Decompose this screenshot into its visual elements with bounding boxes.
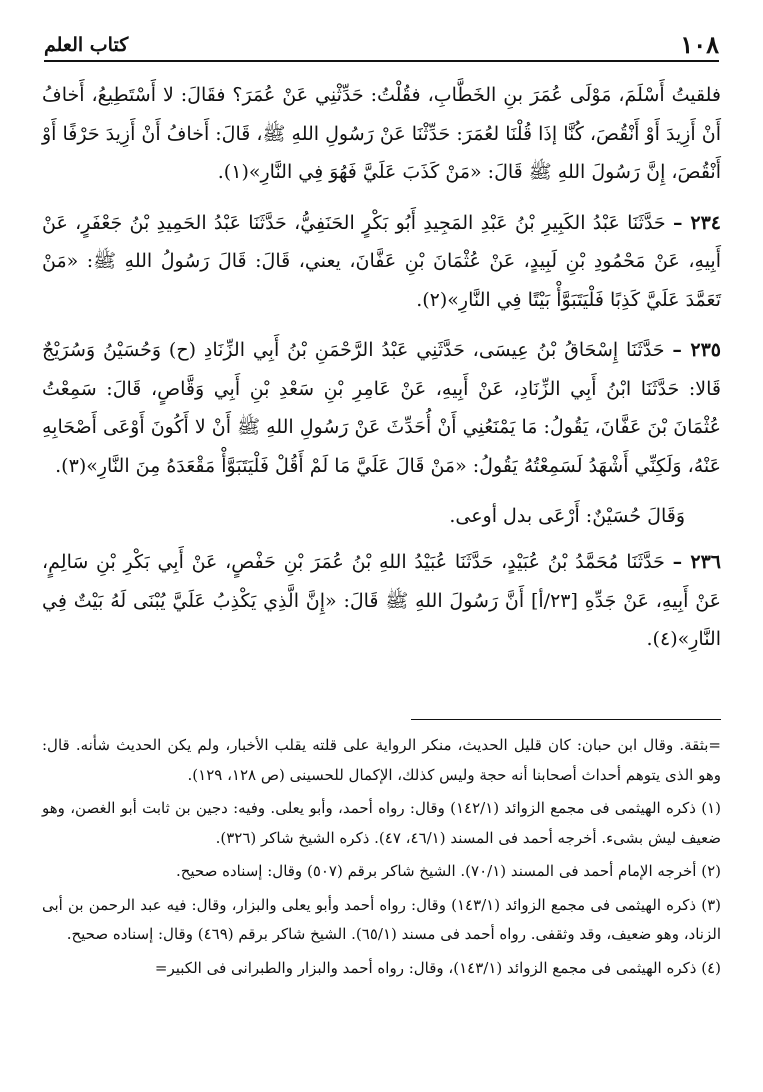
- footnote-2: (٢) أخرجه الإمام أحمد فى المسند (٧٠/١). الشيخ شاكر برقم (٥٠٧) وقال: إسناده صحيح.: [175, 862, 721, 880]
- hadith-235: [42, 331, 721, 485]
- main-text: [42, 76, 721, 671]
- paragraph-intro: [42, 76, 721, 192]
- footnote-4: (٤) ذكره الهيثمى فى مجمع الزوائد (١٤٣/١)، وقال: رواه أحمد والبزار والطبرانى فى الكبير=: [154, 958, 721, 977]
- paragraph-text: فلقيتُ أَسْلَمَ، مَوْلَى عُمَرَ بنِ الخَطَّابِ، فقُلْتُ: حَدِّثْنِي عَنْ عُمَرَ؟ فقَالَ: لا أَسْتَطِيعُ، أَخافُ أَنْ أَزِيدَ أَوْ أَنْقُصَ، كُنَّا إذَا قُلْنَا لعُمَرَ: حَدِّثْنَا عَنْ رَسُولِ اللهِ ﷺ، قَالَ: أَخافُ أَنْ أَزِيدَ حَرْفًا أَوْ أَنْقُصَ، إِنَّ رَسُولَ اللهِ ﷺ قَالَ: «مَنْ كَذَبَ عَلَيَّ فَهُوَ فِي النَّارِ»(١).: [42, 84, 721, 183]
- footnote-continuation: =بثقة. وقال ابن حبان: كان قليل الحديث، منكر الرواية على قلته يقلب الأخبار، ولم يكن الحديث شأنه. قال: وهو الذى يتوهم أحداث أصحابنا أنه حجة وليس كذلك، الإكمال للحسينى (ص ١٢٨، ١٢٩).: [42, 736, 721, 784]
- hadith-text: حَدَّثَنَا عَبْدُ الكَبِيرِ بْنُ عَبْدِ المَجِيدِ أَبُو بَكْرٍ الحَنَفِيُّ، حَدَّثَنَا عَبْدُ الحَمِيدِ بْنُ جَعْفَرٍ، عَنْ أَبِيهِ، عَنْ مَحْمُودِ بْنِ لَبِيدٍ، عَنْ عُثْمَانَ بْنِ عَفَّانَ، يعني، قَالَ: قَالَ رَسُولُ اللهِ ﷺ: «مَنْ تَعَمَّدَ عَلَيَّ كَذِبًا فَلْيَتَبَوَّأْ بَيْتًا فِي النَّارِ»(٢).: [42, 211, 721, 311]
- hadith-234: [42, 204, 721, 320]
- variant-note: [42, 497, 721, 535]
- hadith-text: حَدَّثَنَا مُحَمَّدُ بْنُ عُبَيْدٍ، حَدَّثَنَا عُبَيْدُ اللهِ بْنُ عُمَرَ بْنِ حَفْصٍ، عَنْ أَبِي بَكْرِ بْنِ سَالِمٍ، عَنْ أَبِيهِ، عَنْ جَدِّهِ [٢٣/أ] أَنَّ رَسُولَ اللهِ ﷺ قَالَ: «إِنَّ الَّذِي يَكْذِبُ عَلَيَّ يُبْنَى لَهُ بَيْتٌ فِي النَّارِ»(٤).: [42, 551, 721, 650]
- footnotes: [42, 731, 721, 987]
- book-title: كتاب العلم: [44, 34, 129, 56]
- hadith-number: ٢٣٥ –: [672, 339, 721, 361]
- hadith-number: ٢٣٦ –: [672, 551, 721, 573]
- page-header: [44, 26, 719, 62]
- hadith-236: [42, 543, 721, 659]
- hadith-number: ٢٣٤ –: [672, 211, 721, 234]
- footnote-separator: [411, 719, 721, 720]
- page-number: ١٠٨: [680, 30, 719, 59]
- footnote-1: (١) ذكره الهيثمى فى مجمع الزوائد (١٤٢/١) وقال: رواه أحمد، وأبو يعلى. وفيه: دجين بن ثابت أبو الغصن، وهو ضعيف ليش بشىء. أخرجه أحمد فى المسند (٤٦/١، ٤٧). ذكره الشيخ شاكر (٣٢٦).: [42, 799, 721, 847]
- hadith-text: حَدَّثَنَا إِسْحَاقُ بْنُ عِيسَى، حَدَّثَنِي عَبْدُ الرَّحْمَنِ بْنُ أَبِي الزِّنَادِ (ح) وَحُسَيْنُ وَسُرَيْجٌ قَالا: حَدَّثَنَا ابْنُ أَبِي الزِّنَادِ، عَنْ أَبِيهِ، عَنْ عَامِرِ بْنِ سَعْدِ بْنِ أَبِي وَقَّاصٍ، قَالَ: سَمِعْتُ عُثْمَانَ بْنَ عَفَّانَ، يَقُولُ: مَا يَمْنَعُنِي أَنْ أُحَدِّثَ عَنْ رَسُولِ اللهِ ﷺ أَنْ لا أَكُونَ أَوْعَى أَصْحَابِهِ عَنْهُ، وَلَكِنِّي أَشْهَدُ لَسَمِعْتُهُ يَقُولُ: «مَنْ قَالَ عَلَيَّ مَا لَمْ أَقُلْ فَلْيَتَبَوَّأْ مَقْعَدَهُ مِنَ النَّارِ»(٣).: [42, 339, 722, 477]
- variant-note-text: وَقَالَ حُسَيْنٌ: أَرْعَى بدل أوعى.: [449, 505, 685, 527]
- footnote-3: (٣) ذكره الهيثمى فى مجمع الزوائد (١٤٣/١) وقال: رواه أحمد وأبو يعلى والبزار، وقال: فيه عبد الرحمن بن أبى الزناد، وهو ضعيف، وقد وثقفى. رواه أحمد فى مسند (٦٥/١). الشيخ شاكر برقم (٤٦٩) وقال: إسناده صحيح.: [42, 895, 721, 943]
